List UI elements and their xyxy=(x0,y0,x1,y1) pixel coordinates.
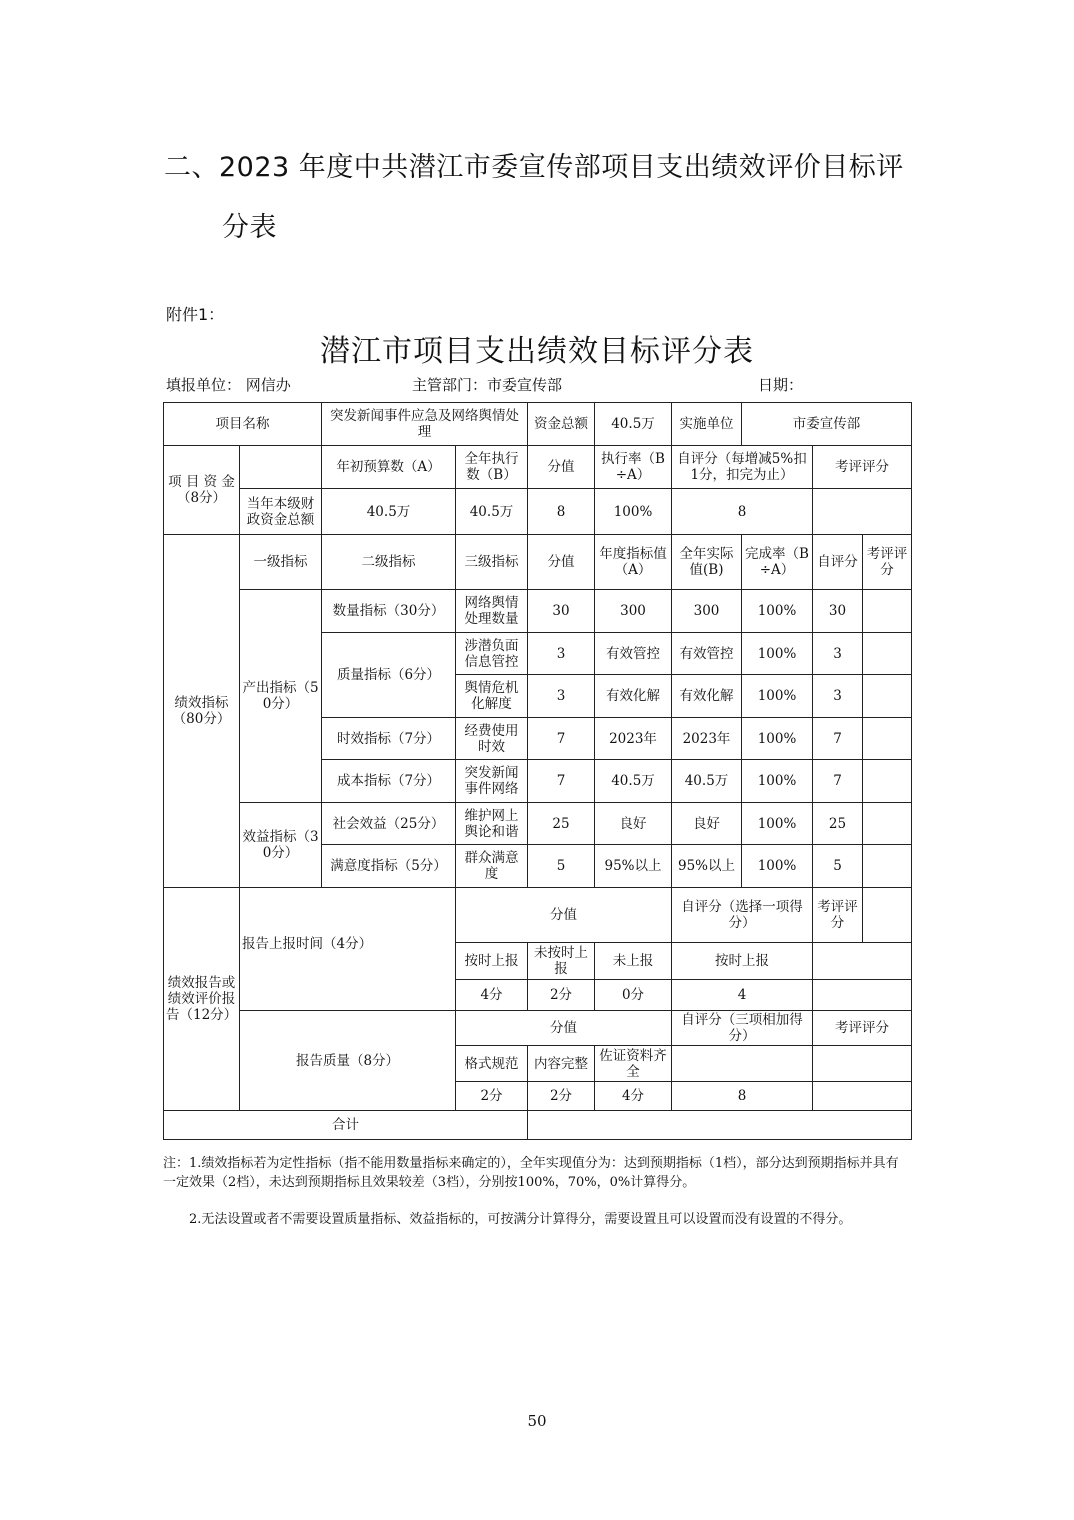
cell-benefit-label: 效益指标（30分） xyxy=(240,803,322,888)
cell-header: 分值 xyxy=(456,888,672,943)
cell-self: 25 xyxy=(813,803,863,845)
cell-review xyxy=(863,718,912,760)
cell-option: 未上报 xyxy=(595,943,672,980)
cell-target: 有效管控 xyxy=(595,633,672,675)
cell-option: 佐证资料齐全 xyxy=(595,1046,672,1082)
cell-header: 完成率（B÷A） xyxy=(742,535,813,590)
cell-header: 三级指标 xyxy=(456,535,528,590)
cell-l2: 时效指标（7分） xyxy=(322,718,456,760)
note-2: 2.无法设置或者不需要设置质量指标、效益指标的，可按满分计算得分，需要设置且可以设置而没有设置的不得分。 xyxy=(189,1212,852,1227)
cell-actual: 有效化解 xyxy=(672,675,742,718)
cell-header: 分值 xyxy=(456,1011,672,1046)
cell-header: 考评评分 xyxy=(813,446,912,489)
cell-target: 有效化解 xyxy=(595,675,672,718)
cell-l3: 经费使用时效 xyxy=(456,718,528,760)
cell-value: 100% xyxy=(595,489,672,535)
note-1: 注：1.绩效指标若为定性指标（指不能用数量指标来确定的），全年实现值分为：达到预期指标（1档），部分达到预期指标并具有一定效果（2档），未达到预期指标且效果较差（3档），分别按100%，70%，0%计算得分。 xyxy=(163,1156,899,1190)
cell-header: 二级指标 xyxy=(322,535,456,590)
cell-rate: 100% xyxy=(742,803,813,845)
cell-project-name: 突发新闻事件应急及网络舆情处理 xyxy=(322,403,528,446)
cell-header: 年初预算数（A） xyxy=(322,446,456,489)
cell-self-score: 8 xyxy=(672,1082,813,1111)
cell-score: 3 xyxy=(528,633,595,675)
cell-score: 30 xyxy=(528,590,595,633)
page-heading xyxy=(164,138,954,258)
fill-date: 日期： xyxy=(758,376,804,394)
row-indicator-header xyxy=(164,535,912,590)
cell-actual: 40.5万 xyxy=(672,760,742,803)
cell-review xyxy=(863,590,912,633)
cell-header: 全年执行数（B） xyxy=(456,446,528,489)
cell-impl-unit: 市委宣传部 xyxy=(742,403,912,446)
cell-points: 2分 xyxy=(456,1082,528,1111)
cell-header: 自评分（选择一项得分） xyxy=(672,888,813,943)
cell-self-score: 4 xyxy=(672,980,813,1011)
cell-empty xyxy=(813,1082,912,1111)
cell-header: 自评分 xyxy=(813,535,863,590)
heading-line-2: 分表 xyxy=(222,212,277,243)
cell-rate: 100% xyxy=(742,675,813,718)
cell-score: 3 xyxy=(528,675,595,718)
cell-header: 考评评分 xyxy=(813,1011,912,1046)
cell-actual: 300 xyxy=(672,590,742,633)
cell-header: 考评评分 xyxy=(863,535,912,590)
row-report-quality-header xyxy=(164,1011,912,1046)
cell-target: 300 xyxy=(595,590,672,633)
cell-score: 25 xyxy=(528,803,595,845)
cell-empty xyxy=(813,980,912,1011)
cell-review xyxy=(863,845,912,888)
cell-score: 7 xyxy=(528,760,595,803)
cell-fund-total: 40.5万 xyxy=(595,403,672,446)
cell-value: 8 xyxy=(672,489,813,535)
table-title: 潜江市项目支出绩效目标评分表 xyxy=(320,334,754,369)
cell-empty xyxy=(672,1046,813,1082)
cell-review xyxy=(863,675,912,718)
cell-target: 良好 xyxy=(595,803,672,845)
cell-points: 2分 xyxy=(528,1082,595,1111)
cell-report-quality-label: 报告质量（8分） xyxy=(240,1011,456,1111)
cell-l3: 舆情危机化解度 xyxy=(456,675,528,718)
cell-l3: 突发新闻事件网络 xyxy=(456,760,528,803)
row-fund-values xyxy=(164,489,912,535)
cell-rate: 100% xyxy=(742,845,813,888)
cell-output-label: 产出指标（50分） xyxy=(240,590,322,803)
cell-header: 自评分（三项相加得分） xyxy=(672,1011,813,1046)
cell-points: 0分 xyxy=(595,980,672,1011)
cell-l3: 群众满意度 xyxy=(456,845,528,888)
cell-target: 2023年 xyxy=(595,718,672,760)
cell-label: 实施单位 xyxy=(672,403,742,446)
cell-header: 考评评分 xyxy=(813,888,863,943)
cell-header: 自评分（每增减5%扣1分，扣完为止） xyxy=(672,446,813,489)
notes xyxy=(163,1154,911,1247)
cell-header: 一级指标 xyxy=(240,535,322,590)
cell-fund-label: 项 目 资 金（8分） xyxy=(164,446,240,535)
cell-empty xyxy=(813,1046,912,1082)
cell-l2: 数量指标（30分） xyxy=(322,590,456,633)
row-total xyxy=(164,1111,912,1140)
cell-target: 95%以上 xyxy=(595,845,672,888)
cell-rate: 100% xyxy=(742,760,813,803)
cell-label: 资金总额 xyxy=(528,403,595,446)
cell-review xyxy=(863,633,912,675)
score-table xyxy=(163,402,912,1140)
cell-target: 40.5万 xyxy=(595,760,672,803)
attachment-label: 附件1： xyxy=(166,305,225,324)
cell-header: 全年实际值(B) xyxy=(672,535,742,590)
cell-header: 分值 xyxy=(528,446,595,489)
cell-self: 5 xyxy=(813,845,863,888)
cell-empty xyxy=(863,888,912,943)
table-row xyxy=(164,590,912,633)
cell-option: 未按时上报 xyxy=(528,943,595,980)
cell-rate: 100% xyxy=(742,718,813,760)
cell-review xyxy=(863,803,912,845)
cell-label: 当年本级财政资金总额 xyxy=(240,489,322,535)
cell-total-value xyxy=(528,1111,912,1140)
cell-l3: 网络舆情处理数量 xyxy=(456,590,528,633)
row-report-time-header xyxy=(164,888,912,943)
fill-dept: 主管部门：市委宣传部 xyxy=(412,376,563,394)
page-number: 50 xyxy=(527,1412,547,1430)
cell-value: 40.5万 xyxy=(322,489,456,535)
cell-l2: 成本指标（7分） xyxy=(322,760,456,803)
row-fund-header xyxy=(164,446,912,489)
cell-rate: 100% xyxy=(742,590,813,633)
cell-l3: 维护网上舆论和谐 xyxy=(456,803,528,845)
cell-actual: 2023年 xyxy=(672,718,742,760)
cell-empty xyxy=(240,446,322,489)
heading-line-1: 二、2023 年度中共潜江市委宣传部项目支出绩效评价目标评 xyxy=(164,152,904,183)
cell-l3: 涉潜负面信息管控 xyxy=(456,633,528,675)
cell-value: 40.5万 xyxy=(456,489,528,535)
cell-value: 8 xyxy=(528,489,595,535)
cell-self: 30 xyxy=(813,590,863,633)
cell-header: 分值 xyxy=(528,535,595,590)
cell-l2: 满意度指标（5分） xyxy=(322,845,456,888)
cell-actual: 有效管控 xyxy=(672,633,742,675)
table-row xyxy=(164,803,912,845)
cell-option: 格式规范 xyxy=(456,1046,528,1082)
cell-score: 7 xyxy=(528,718,595,760)
cell-self: 7 xyxy=(813,760,863,803)
cell-review xyxy=(863,760,912,803)
row-project xyxy=(164,403,912,446)
cell-points: 4分 xyxy=(456,980,528,1011)
cell-self-value: 按时上报 xyxy=(672,943,813,980)
cell-empty xyxy=(813,943,912,980)
cell-report-time-label: 报告上报时间（4分） xyxy=(240,888,456,1011)
cell-header: 年度指标值（A） xyxy=(595,535,672,590)
cell-self: 3 xyxy=(813,633,863,675)
cell-score: 5 xyxy=(528,845,595,888)
cell-l2: 社会效益（25分） xyxy=(322,803,456,845)
cell-self: 3 xyxy=(813,675,863,718)
cell-empty xyxy=(813,489,912,535)
cell-l2: 质量指标（6分） xyxy=(322,633,456,718)
cell-actual: 95%以上 xyxy=(672,845,742,888)
cell-label: 项目名称 xyxy=(164,403,322,446)
cell-perf-label: 绩效指标（80分） xyxy=(164,535,240,888)
cell-points: 2分 xyxy=(528,980,595,1011)
cell-option: 按时上报 xyxy=(456,943,528,980)
cell-self: 7 xyxy=(813,718,863,760)
cell-total-label: 合计 xyxy=(164,1111,528,1140)
cell-header: 执行率（B÷A） xyxy=(595,446,672,489)
cell-points: 4分 xyxy=(595,1082,672,1111)
cell-option: 内容完整 xyxy=(528,1046,595,1082)
cell-report-label: 绩效报告或绩效评价报告（12分） xyxy=(164,888,240,1111)
fill-unit: 填报单位： 网信办 xyxy=(166,376,291,394)
cell-actual: 良好 xyxy=(672,803,742,845)
cell-rate: 100% xyxy=(742,633,813,675)
